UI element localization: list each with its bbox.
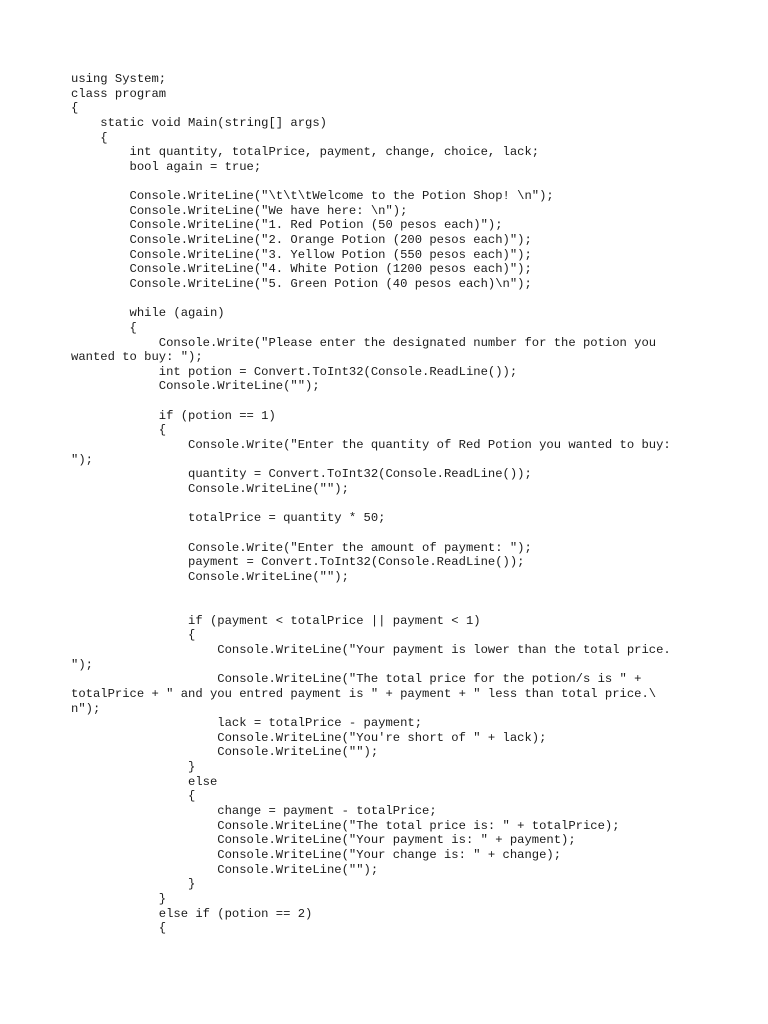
code-line: { bbox=[71, 101, 79, 116]
code-line: Console.Write("Enter the amount of payment: "); bbox=[71, 540, 532, 555]
code-line: { bbox=[71, 130, 108, 145]
code-line: while (again) bbox=[71, 306, 225, 321]
code-line bbox=[71, 497, 711, 512]
code-line: payment = Convert.ToInt32(Console.ReadLine()); bbox=[71, 555, 525, 570]
code-line: Console.WriteLine("4. White Potion (1200 pesos each)"); bbox=[71, 262, 532, 277]
code-line: using System; bbox=[71, 72, 167, 86]
code-listing bbox=[71, 72, 711, 936]
code-line: { bbox=[71, 423, 167, 438]
code-line: totalPrice + " and you entred payment is " + payment + " less than total price.\ bbox=[71, 686, 657, 701]
code-line: Console.Write("Enter the quantity of Red Potion you wanted to buy: bbox=[71, 438, 671, 453]
code-line: Console.WriteLine("1. Red Potion (50 pesos each)"); bbox=[71, 218, 503, 233]
code-line: totalPrice = quantity * 50; bbox=[71, 511, 386, 526]
code-line bbox=[71, 526, 711, 541]
code-line: if (potion == 1) bbox=[71, 408, 276, 423]
code-line: class program bbox=[71, 86, 167, 101]
code-line: Console.WriteLine(""); bbox=[71, 379, 320, 394]
code-line: Console.WriteLine("Your change is: " + change); bbox=[71, 847, 562, 862]
code-line: Console.WriteLine("Your payment is lower than the total price. bbox=[71, 642, 671, 657]
code-line bbox=[71, 174, 711, 189]
code-line: Console.WriteLine("The total price is: " + totalPrice); bbox=[71, 818, 620, 833]
code-line: "); bbox=[71, 452, 93, 467]
code-line: else bbox=[71, 774, 218, 789]
code-line: Console.WriteLine("The total price for the potion/s is " + bbox=[71, 672, 642, 687]
code-line: } bbox=[71, 891, 167, 906]
code-line: "); bbox=[71, 657, 93, 672]
code-line: static void Main(string[] args) bbox=[71, 115, 327, 130]
code-line: { bbox=[71, 921, 167, 936]
code-line: bool again = true; bbox=[71, 159, 262, 174]
code-line: Console.WriteLine(""); bbox=[71, 481, 349, 496]
code-line: lack = totalPrice - payment; bbox=[71, 716, 423, 731]
code-line: Console.WriteLine(""); bbox=[71, 569, 349, 584]
code-line bbox=[71, 292, 711, 307]
code-line: if (payment < totalPrice || payment < 1) bbox=[71, 613, 481, 628]
code-line: } bbox=[71, 760, 196, 775]
code-line: Console.WriteLine("2. Orange Potion (200 pesos each)"); bbox=[71, 233, 532, 248]
code-line: quantity = Convert.ToInt32(Console.ReadLine()); bbox=[71, 467, 532, 482]
code-line bbox=[71, 584, 711, 599]
code-line: wanted to buy: "); bbox=[71, 350, 203, 365]
code-line: n"); bbox=[71, 701, 101, 716]
code-line: int quantity, totalPrice, payment, change, choice, lack; bbox=[71, 145, 540, 160]
code-line: { bbox=[71, 320, 137, 335]
code-line: Console.WriteLine("5. Green Potion (40 pesos each)\n"); bbox=[71, 276, 532, 291]
code-line: else if (potion == 2) bbox=[71, 906, 313, 921]
code-line bbox=[71, 599, 711, 614]
code-line: } bbox=[71, 877, 196, 892]
code-line: Console.Write("Please enter the designated number for the potion you bbox=[71, 335, 657, 350]
code-line: Console.WriteLine("3. Yellow Potion (550 pesos each)"); bbox=[71, 247, 532, 262]
code-line: { bbox=[71, 789, 196, 804]
code-line bbox=[71, 394, 711, 409]
code-line: { bbox=[71, 628, 196, 643]
code-line: Console.WriteLine("Your payment is: " + payment); bbox=[71, 833, 576, 848]
code-line: change = payment - totalPrice; bbox=[71, 804, 437, 819]
code-line: Console.WriteLine(""); bbox=[71, 745, 379, 760]
code-line: Console.WriteLine("We have here: \n"); bbox=[71, 203, 408, 218]
code-line: Console.WriteLine(""); bbox=[71, 862, 379, 877]
code-line: Console.WriteLine("You're short of " + lack); bbox=[71, 730, 547, 745]
code-line: Console.WriteLine("\t\t\tWelcome to the Potion Shop! \n"); bbox=[71, 189, 554, 204]
code-line: int potion = Convert.ToInt32(Console.ReadLine()); bbox=[71, 364, 518, 379]
